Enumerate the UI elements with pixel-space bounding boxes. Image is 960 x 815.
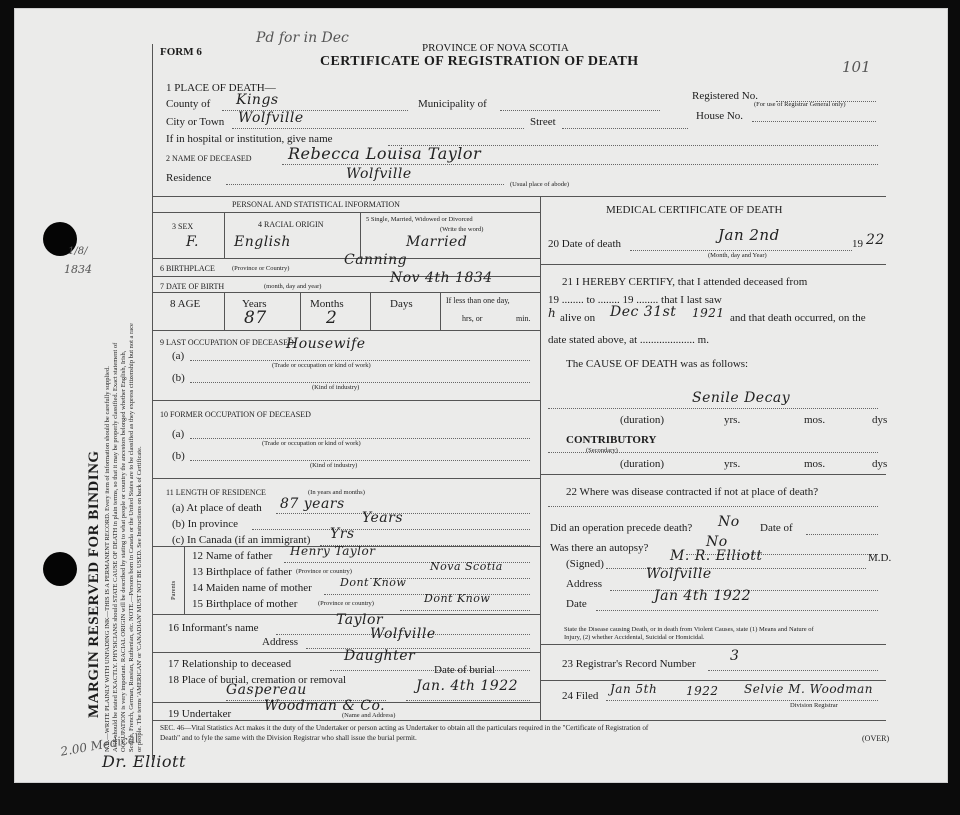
death-date-label: 20 Date of death	[548, 238, 621, 250]
dob-label: 7 DATE OF BIRTH	[160, 282, 225, 291]
registrar-note: (For use of Registrar General only)	[754, 101, 846, 108]
province-heading: PROVINCE OF NOVA SCOTIA	[422, 42, 569, 54]
informant-address-value: Wolfville	[370, 626, 436, 642]
sex-label: 3 SEX	[172, 222, 194, 231]
days-label: Days	[390, 298, 413, 310]
binding-hole	[43, 552, 77, 586]
in-province-value: Years	[362, 510, 404, 526]
former-occupation-label: 10 FORMER OCCUPATION OF DECEASED	[160, 410, 311, 419]
marital-label: 5 Single, Married, Widowed or Divorced	[366, 216, 473, 223]
age-years: 87	[244, 308, 267, 328]
racial-origin-label: 4 RACIAL ORIGIN	[258, 220, 324, 229]
state-disease-note: Injury, (2) whether Accidental, Suicidal or Homicidal.	[564, 634, 705, 641]
duration-label: (duration)	[620, 414, 664, 426]
residence-value: Wolfville	[346, 166, 412, 182]
q22-label: 22 Where was disease contracted if not at place of death?	[566, 486, 819, 498]
margin-pencil-note: 1/8/	[68, 246, 88, 257]
certify-line-1: 21 I HEREBY CERTIFY, that I attended deceased from	[562, 276, 808, 288]
undertaker-label: 19 Undertaker	[168, 708, 232, 720]
cause-label: The CAUSE OF DEATH was as follows:	[566, 358, 749, 370]
alive-date-value: Dec 31st	[610, 304, 677, 320]
footer-line: SEC. 46—Vital Statistics Act makes it the duty of the Undertaker or person acting as Undertaker to obtain all the particulars required in the "Certificate of Registration of	[160, 724, 649, 732]
instruction-line: or people. The terms 'AMERICAN' or 'CANADIAN' MUST NOT BE USED. See Instructions on back of Certificate.	[136, 446, 143, 752]
years-label: Years	[242, 298, 267, 310]
pencil-note-top: Pd for in Dec	[256, 30, 349, 46]
death-year-value: 22	[866, 232, 885, 248]
in-canada-value: Yrs	[330, 526, 355, 542]
md-label: M.D.	[868, 552, 892, 564]
file-number: 101	[842, 58, 871, 76]
deceased-name-label: 2 NAME OF DECEASED	[166, 154, 252, 163]
father-birthplace-note: (Province or country)	[296, 568, 352, 575]
medical-heading: MEDICAL CERTIFICATE OF DEATH	[606, 204, 783, 216]
signed-label: (Signed)	[566, 558, 604, 570]
filed-year-value: 1922	[686, 684, 719, 698]
birthplace-value: Canning	[344, 252, 408, 268]
at-place-label: (a) At place of death	[172, 502, 262, 514]
instruction-line: OCCUPATION is very important. RACIAL ORIGIN will be described by stating to what people or country the ancestors belonged whether English, Irish,	[120, 350, 127, 752]
alive-year-value: 1921	[692, 306, 725, 320]
dob-note: (month, day and year)	[264, 283, 322, 290]
informant-address-label: Address	[262, 636, 299, 648]
registered-no-label: Registered No.	[692, 90, 758, 102]
parents-label: Parents	[170, 580, 177, 600]
less-than-day-label: If less than one day,	[446, 296, 510, 305]
mother-name-label: 14 Maiden name of mother	[192, 582, 312, 594]
father-birthplace-value: Nova Scotia	[430, 560, 503, 573]
filed-label: 24 Filed	[562, 690, 599, 702]
hospital-label: If in hospital or institution, give name	[166, 133, 333, 145]
duration-yrs: yrs.	[724, 414, 741, 426]
sex-value: F.	[186, 234, 199, 250]
marital-value: Married	[406, 234, 468, 250]
operation-label: Did an operation precede death?	[550, 522, 693, 534]
father-name-label: 12 Name of father	[192, 550, 273, 562]
street-label: Street	[530, 116, 556, 128]
county-value: Kings	[236, 92, 279, 108]
last-occupation-label: 9 LAST OCCUPATION OF DECEASED	[160, 338, 294, 347]
personal-heading: PERSONAL AND STATISTICAL INFORMATION	[232, 200, 400, 209]
birthplace-note: (Province or Country)	[232, 265, 290, 272]
undertaker-value: Woodman & Co.	[264, 698, 386, 714]
physician-date-label: Date	[566, 598, 587, 610]
birthplace-label: 6 BIRTHPLACE	[160, 264, 215, 273]
column-divider	[540, 196, 541, 720]
marital-note: (Write the word)	[440, 226, 484, 233]
instruction-line: Scotch, French, German, Russian, Ruthenian, etc. NOTE.—Persons born in Canada or the United States are to be classified as they express citizenship but not a race	[128, 323, 135, 752]
filed-date-value: Jan 5th	[610, 682, 658, 696]
duration-label: (duration)	[620, 458, 664, 470]
registrar-signature: Selvie M. Woodman	[744, 682, 874, 696]
burial-place-label: 18 Place of burial, cremation or removal	[168, 674, 347, 686]
mother-name-value: Dont Know	[340, 576, 407, 589]
cause-value: Senile Decay	[692, 390, 791, 406]
form-number: FORM 6	[160, 46, 202, 58]
over-label: (OVER)	[862, 734, 890, 743]
bottom-signature: Dr. Elliott	[102, 752, 186, 771]
undertaker-note: (Name and Address)	[342, 712, 396, 719]
state-disease-note: State the Disease causing Death, or in death from Violent Causes, state (1) Means and Nature of	[564, 626, 814, 633]
duration-mos: mos.	[804, 458, 826, 470]
autopsy-label: Was there an autopsy?	[550, 542, 649, 554]
duration-mos: mos.	[804, 414, 826, 426]
industry-note: (Kind of industry)	[312, 384, 360, 391]
certify-line-2: 19 ........ to ........ 19 ........ that I last saw	[548, 294, 722, 306]
operation-value: No	[718, 514, 740, 530]
alive-prefix: h	[548, 306, 557, 320]
certificate-title: CERTIFICATE OF REGISTRATION OF DEATH	[320, 54, 639, 69]
municipality-label: Municipality of	[418, 98, 487, 110]
city-value: Wolfville	[238, 110, 304, 126]
physician-signature: M. R. Elliott	[670, 548, 763, 564]
informant-label: 16 Informant's name	[168, 622, 259, 634]
burial-date-value: Jan. 4th 1922	[416, 678, 519, 694]
death-date-value: Jan 2nd	[718, 226, 780, 244]
minutes-label: min.	[516, 314, 531, 323]
mother-birthplace-note: (Province or country)	[318, 600, 374, 607]
residence-length-label: 11 LENGTH OF RESIDENCE	[166, 488, 266, 497]
father-name-value: Henry Taylor	[290, 544, 376, 558]
secondary-note: (Secondary)	[586, 447, 618, 454]
informant-value: Taylor	[336, 612, 384, 628]
footer-line: Death" and to fyle the same with the Division Registrar who shall issue the burial permit.	[160, 734, 417, 742]
residence-length-note: (In years and months)	[308, 489, 365, 496]
at-place-value: 87 years	[280, 496, 345, 512]
certify-line-3: and that death occurred, on the	[730, 312, 866, 324]
months-label: Months	[310, 298, 344, 310]
dob-value: Nov 4th 1834	[390, 270, 493, 286]
deceased-name-value: Rebecca Louisa Taylor	[288, 144, 482, 163]
residence-label: Residence	[166, 172, 212, 184]
racial-origin-value: English	[234, 234, 291, 250]
record-number-label: 23 Registrar's Record Number	[562, 658, 696, 670]
duration-yrs: yrs.	[724, 458, 741, 470]
margin-pencil-note: 1834	[64, 263, 92, 276]
autopsy-value: No	[706, 534, 728, 550]
contributory-label: CONTRIBUTORY	[566, 434, 657, 446]
bottom-pencil-note: 2.00 Medical	[59, 731, 140, 759]
last-occupation-value: Housewife	[286, 336, 366, 352]
physician-address-value: Wolfville	[646, 566, 712, 582]
trade-note: (Trade or occupation or kind of work)	[262, 440, 361, 447]
place-heading: 1 PLACE OF DEATH—	[166, 82, 276, 94]
duration-dys: dys	[872, 458, 888, 470]
abode-note: (Usual place of abode)	[510, 181, 570, 188]
record-number-value: 3	[730, 648, 740, 664]
hours-label: hrs, or	[462, 314, 483, 323]
in-province-label: (b) In province	[172, 518, 238, 530]
death-date-note: (Month, day and Year)	[708, 252, 767, 259]
father-birthplace-label: 13 Birthplace of father	[192, 566, 292, 578]
physician-date-value: Jan 4th 1922	[654, 588, 752, 604]
operation-date-label: Date of	[760, 522, 793, 534]
margin-reserved-label: MARGIN RESERVED FOR BINDING	[86, 450, 102, 718]
instruction-line: N.B.—WRITE PLAINLY WITH UNFADING INK—THIS IS A PERMANENT RECORD. Every item of information should be carefully supplied.	[104, 366, 111, 752]
relationship-label: 17 Relationship to deceased	[168, 658, 292, 670]
duration-dys: dys	[872, 414, 888, 426]
alive-label: alive on	[560, 312, 596, 324]
burial-place-value: Gaspereau	[226, 682, 307, 698]
city-label: City or Town	[166, 116, 225, 128]
trade-note: (Trade or occupation or kind of work)	[272, 362, 371, 369]
death-year-prefix: 19	[852, 238, 863, 250]
house-no-label: House No.	[696, 110, 744, 122]
instruction-line: AGE should be stated EXACTLY. PHYSICIANS should STATE CAUSE OF DEATH in plain terms, so that it may be properly classified. Exact statement of	[112, 342, 119, 752]
mother-birthplace-value: Dont Know	[424, 592, 491, 605]
physician-address-label: Address	[566, 578, 603, 590]
industry-note: (Kind of industry)	[310, 462, 358, 469]
in-canada-label: (c) In Canada (if an immigrant)	[172, 534, 311, 546]
certify-line-4: date stated above, at .................... m.	[548, 334, 709, 346]
burial-date-label: Date of burial	[434, 664, 496, 676]
age-months: 2	[326, 308, 338, 328]
relationship-value: Daughter	[344, 648, 416, 664]
division-registrar-label: Division Registrar	[790, 702, 838, 709]
age-label: 8 AGE	[170, 298, 201, 310]
county-label: County of	[166, 98, 211, 110]
mother-birthplace-label: 15 Birthplace of mother	[192, 598, 298, 610]
